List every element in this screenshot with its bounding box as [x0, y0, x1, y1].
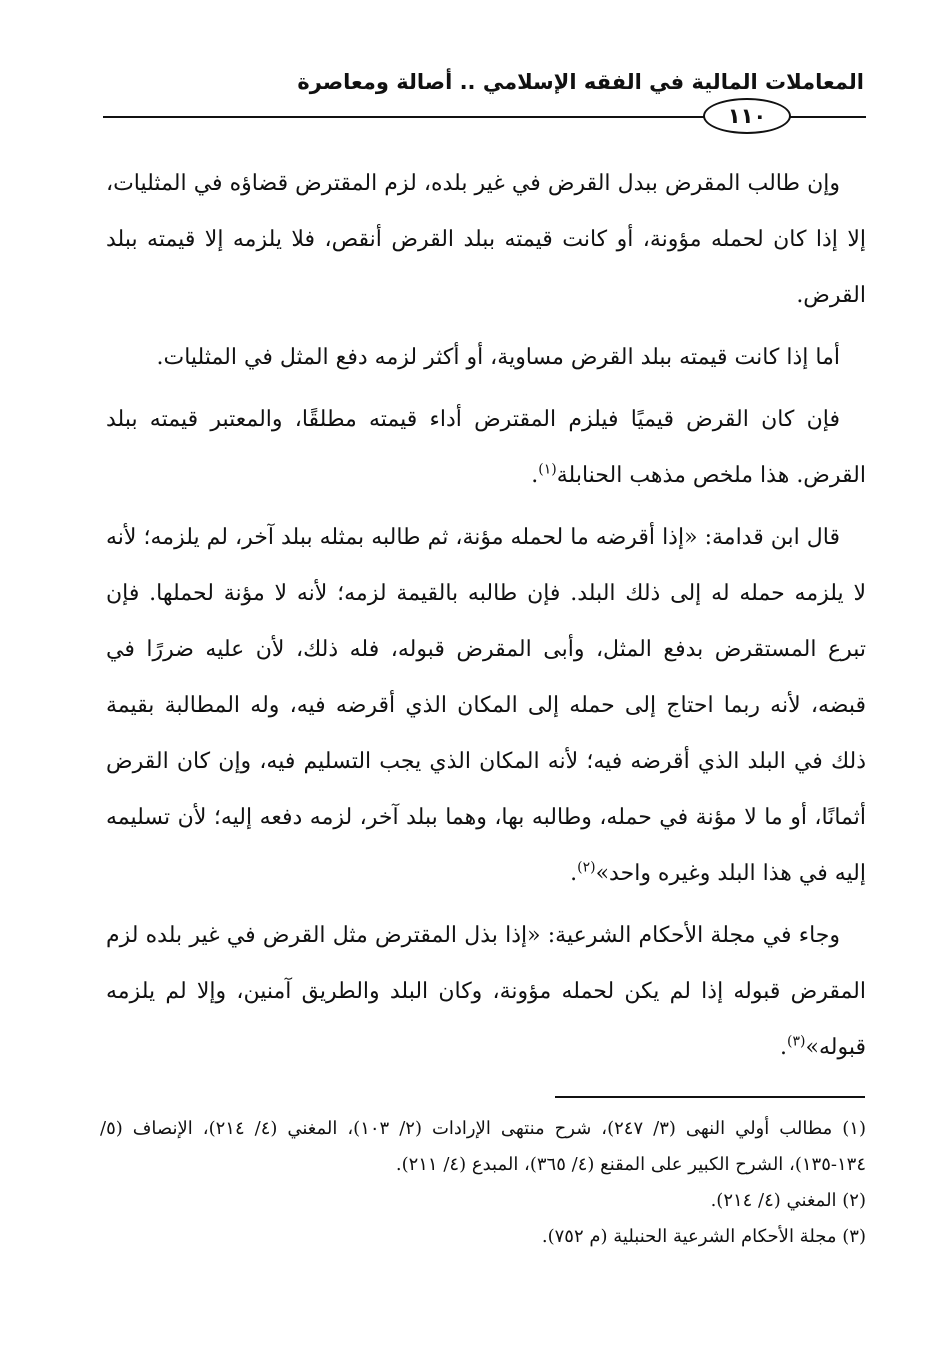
paragraph-text: وجاء في مجلة الأحكام الشرعية: «إذا بذل المقترض مثل القرض في غير بلده لزم المقرض قبوله إذا لم يكن لحمله مؤونة، وكان البلد والطريق آمنين، وإلا لم يلزمه قبوله»	[106, 923, 866, 1060]
footnote-marker: (٢)	[577, 859, 596, 876]
footnote: (٢) المغني (٤/ ٢١٤).	[710, 1190, 866, 1211]
paragraph-text: فإن كان القرض قيميًا فيلزم المقترض أداء قيمته مطلقًا، والمعتبر قيمته ببلد القرض. هذا ملخص مذهب الحنابلة	[106, 407, 866, 488]
paragraph-end: .	[570, 861, 578, 886]
paragraph-text: أما إذا كانت قيمته ببلد القرض مساوية، أو أكثر لزمه دفع المثل في المثليات.	[156, 345, 840, 370]
paragraph	[106, 392, 866, 504]
page-number: ١١٠	[727, 104, 767, 128]
footnotes	[100, 1111, 866, 1255]
paragraph-end: .	[531, 463, 539, 488]
paragraph	[106, 156, 866, 324]
page-number-badge	[703, 98, 791, 134]
footnote-marker: (٣)	[787, 1033, 806, 1050]
paragraph	[106, 908, 866, 1076]
paragraph	[106, 510, 866, 902]
footnote-marker: (١)	[538, 461, 557, 478]
footnote-separator	[555, 1096, 865, 1098]
paragraph	[106, 330, 866, 386]
paragraph-text: قال ابن قدامة: «إذا أقرضه ما لحمله مؤنة، ثم طالبه بمثله ببلد آخر، لم يلزمه؛ لأنه لا يلزمه حمله له إلى ذلك البلد. فإن طالبه بالقيمة لزمه؛ لأنه لا مؤنة لحملها. فإن تبرع المستقرض بدفع المثل، وأبى المقرض قبوله، فله ذلك، لأن عليه ضررًا في قبضه، لأنه ربما احتاج إلى حمله إلى المكان الذي أقرضه فيه، وله المطالبة بقيمة ذلك في البلد الذي أقرضه فيه؛ لأنه المكان الذي يجب التسليم فيه، وإن كان القرض أثمانًا، أو ما لا مؤنة في حمله، وطالبه بها، وهما ببلد آخر، لزمه دفعه إليه؛ لأن تسليمه إليه في هذا البلد وغيره واحد»	[106, 525, 866, 886]
paragraph-text: وإن طالب المقرض ببدل القرض في غير بلده، لزم المقترض قضاؤه في المثليات، إلا إذا كان لحمله مؤونة، أو كانت قيمته ببلد القرض أنقص، فلا يلزمه إلا قيمته ببلد القرض.	[106, 171, 866, 308]
footnote: (١) مطالب أولي النهى (٣/ ٢٤٧)، شرح منتهى الإرادات (٢/ ١٠٣)، المغني (٤/ ٢١٤)، الإنصاف (٥/ ١٣٤-١٣٥)، الشرح الكبير على المقنع (٤/ ٣٦٥)، المبدع (٤/ ٢١١).	[100, 1118, 866, 1175]
paragraph-end: .	[780, 1035, 788, 1060]
running-title: المعاملات المالية في الفقه الإسلامي .. أصالة ومعاصرة	[297, 70, 864, 94]
footnote: (٣) مجلة الأحكام الشرعية الحنبلية (م ٧٥٢).	[541, 1226, 866, 1247]
main-text	[106, 156, 866, 1076]
